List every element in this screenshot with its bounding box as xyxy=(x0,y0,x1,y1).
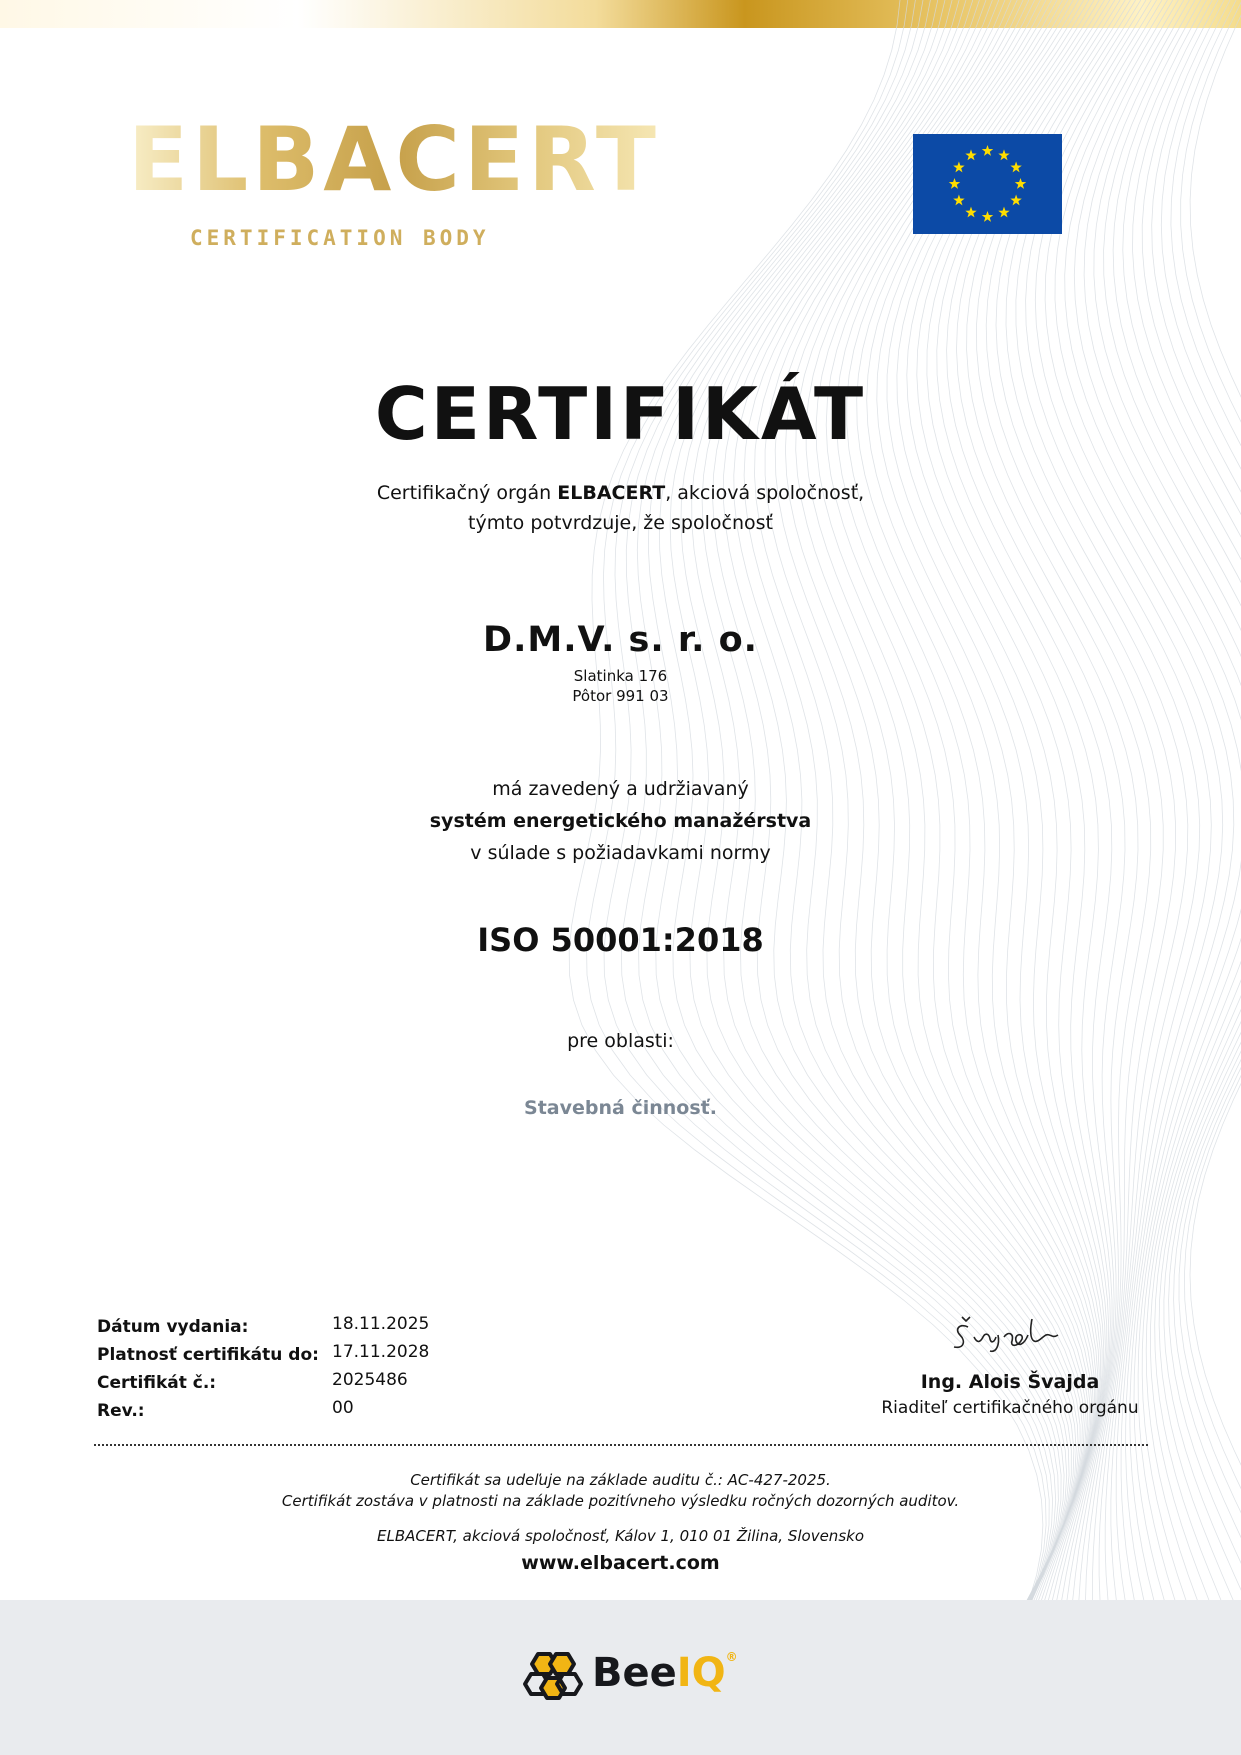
validity-note: Certifikát zostáva v platnosti na základe pozitívneho výsledku ročných dozorných auditov. xyxy=(281,1492,960,1510)
registered-mark: ® xyxy=(725,1650,738,1664)
statement-line-3: v súlade s požiadavkami normy xyxy=(470,842,771,864)
certificate-number-value: 2025486 xyxy=(332,1370,408,1390)
revision-label: Rev.: xyxy=(97,1401,145,1421)
footer-notes xyxy=(0,1470,1241,1512)
validity-value: 17.11.2028 xyxy=(332,1342,430,1362)
beeiq-name-a: Bee xyxy=(592,1650,677,1696)
standard-name: ISO 50001:2018 xyxy=(477,921,764,959)
certification-statement xyxy=(0,773,1241,869)
intro-prefix: Certifikačný orgán xyxy=(376,482,558,504)
company-name: D.M.V. s. r. o. xyxy=(483,620,758,660)
eu-flag-icon xyxy=(913,134,1062,234)
validity-label: Platnosť certifikátu do: xyxy=(97,1345,319,1365)
eu-star-icon xyxy=(953,195,964,206)
statement-line-1: má zavedený a udržiavaný xyxy=(492,778,749,800)
footer-address: ELBACERT, akciová spoločnosť, Kálov 1, 010 01 Žilina, Slovensko xyxy=(377,1527,864,1545)
website-link[interactable]: www.elbacert.com xyxy=(521,1552,720,1574)
company-address xyxy=(0,666,1241,706)
intro-body-name: ELBACERT xyxy=(557,482,666,504)
issue-date-value: 18.11.2025 xyxy=(332,1314,430,1334)
issue-date-label: Dátum vydania: xyxy=(97,1317,249,1337)
intro-text xyxy=(0,478,1241,538)
eu-star-icon xyxy=(965,149,976,160)
eu-star-icon xyxy=(998,149,1009,160)
honeycomb-icon xyxy=(522,1650,584,1704)
beeiq-logo-text xyxy=(592,1650,738,1696)
audit-note: Certifikát sa udeľuje na základe auditu č.: AC-427-2025. xyxy=(410,1471,831,1489)
scope-value: Stavebná činnosť. xyxy=(524,1097,717,1119)
certificate-number-label: Certifikát č.: xyxy=(97,1373,217,1393)
eu-star-icon xyxy=(965,207,976,218)
dotted-divider xyxy=(94,1444,1148,1446)
signatory-role: Riaditeľ certifikačného orgánu xyxy=(881,1398,1139,1418)
address-city: Pôtor 991 03 xyxy=(572,687,669,705)
handwritten-signature xyxy=(950,1313,1070,1357)
eu-star-icon xyxy=(982,211,993,222)
revision-value: 00 xyxy=(332,1398,354,1418)
signatory-name: Ing. Alois Švajda xyxy=(920,1371,1100,1393)
certificate-title: CERTIFIKÁT xyxy=(374,372,867,456)
statement-line-2: systém energetického manažérstva xyxy=(429,810,812,832)
intro-line-2: týmto potvrdzuje, že spoločnosť xyxy=(468,512,773,534)
intro-line-1 xyxy=(0,478,1241,508)
intro-suffix: , akciová spoločnosť, xyxy=(665,482,865,504)
scope-label: pre oblasti: xyxy=(567,1030,674,1052)
eu-star-icon xyxy=(998,207,1009,218)
eu-star-icon xyxy=(949,178,960,189)
address-street: Slatinka 176 xyxy=(573,667,668,685)
logo-tagline: CERTIFICATION BODY xyxy=(190,226,490,250)
eu-star-icon xyxy=(1010,162,1021,173)
eu-star-icon xyxy=(1010,195,1021,206)
eu-star-icon xyxy=(1015,178,1026,189)
eu-star-icon xyxy=(953,162,964,173)
beeiq-name-b: IQ xyxy=(676,1650,726,1696)
elbacert-logo: ELBACERT xyxy=(128,108,660,211)
eu-star-icon xyxy=(982,145,993,156)
